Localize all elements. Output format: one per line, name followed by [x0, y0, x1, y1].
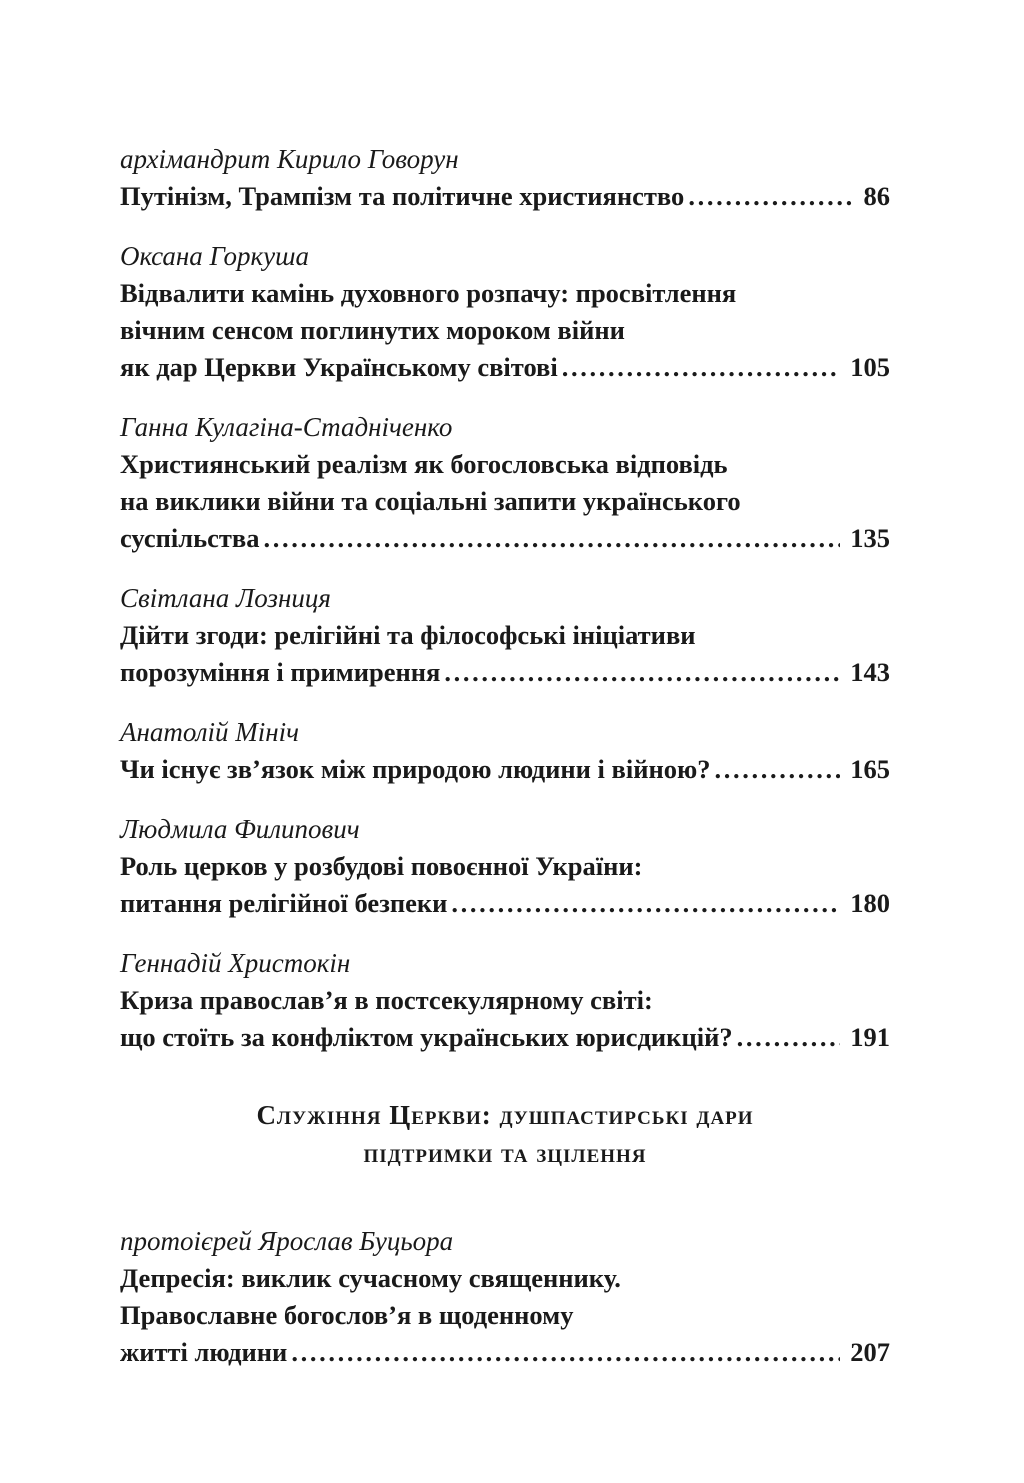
entry-title-last-line: [120, 1334, 890, 1371]
entry-title-text: Путінізм, Трампізм та політичне християнство: [120, 181, 685, 211]
entry-title-text: як дар Церкви Українському світові: [120, 352, 558, 382]
page-number: 207: [850, 1337, 890, 1367]
entry-title-line: Дійти згоди: релігійні та філософські ініціативи: [120, 620, 696, 650]
toc-entry: [120, 1222, 890, 1371]
section-heading-line-2: підтримки та зцілення: [363, 1138, 647, 1168]
page-number: 165: [850, 754, 890, 784]
entry-title-line: Християнський реалізм як богословська відповідь: [120, 449, 728, 479]
dot-leader: [291, 1334, 840, 1371]
toc-entry: [120, 140, 890, 215]
toc-entries-after-section: [120, 1222, 890, 1371]
entry-title-text: Чи існує зв’язок між природою людини і війною?: [120, 754, 711, 784]
entry-title-text: що стоїть за конфліктом українських юрисдикцій?: [120, 1022, 733, 1052]
entry-author: Світлана Лозниця: [120, 583, 331, 613]
dot-leader: [263, 520, 840, 557]
entry-title-text: суспільства: [120, 523, 260, 553]
dot-leader: [737, 1019, 841, 1056]
entry-title-last-line: [120, 178, 890, 215]
entry-title-last-line: [120, 520, 890, 557]
page-number: 105: [850, 352, 890, 382]
table-of-contents: [120, 140, 890, 1393]
entry-author: Геннадій Христокін: [120, 948, 351, 978]
entry-title-last-line: [120, 751, 890, 788]
toc-entry: [120, 944, 890, 1056]
entry-author: Оксана Горкуша: [120, 241, 309, 271]
dot-leader: [562, 349, 841, 386]
entry-title-line: вічним сенсом поглинутих мороком війни: [120, 315, 625, 345]
entry-title-last-line: [120, 349, 890, 386]
entry-title-last-line: [120, 1019, 890, 1056]
entry-author: Людмила Филипович: [120, 814, 360, 844]
entry-title-line: на виклики війни та соціальні запити українського: [120, 486, 741, 516]
toc-entries: [120, 140, 890, 1056]
dot-leader: [451, 885, 840, 922]
page-number: 143: [850, 657, 890, 687]
entry-title-line: Депресія: виклик сучасному священнику.: [120, 1263, 621, 1293]
entry-title-text: житті людини: [120, 1337, 288, 1367]
section-heading: [120, 1096, 890, 1172]
entry-title-line: Криза православ’я в постсекулярному світі:: [120, 985, 653, 1015]
page-number: 135: [850, 523, 890, 553]
page-number: 180: [850, 888, 890, 918]
entry-author: архімандрит Кирило Говорун: [120, 144, 459, 174]
entry-author: Ганна Кулагіна-Стадніченко: [120, 412, 453, 442]
toc-entry: [120, 237, 890, 386]
page-number: 191: [850, 1022, 890, 1052]
toc-entry: [120, 408, 890, 557]
entry-title-text: порозуміння і примирення: [120, 657, 441, 687]
page-number: 86: [863, 181, 890, 211]
entry-title-line: Православне богослов’я в щоденному: [120, 1300, 574, 1330]
entry-title-text: питання релігійної безпеки: [120, 888, 448, 918]
section-heading-line-1: Служіння Церкви: душпастирські дари: [256, 1100, 754, 1130]
entry-author: протоієрей Ярослав Буцьора: [120, 1226, 454, 1256]
entry-title-line: Роль церков у розбудові повоєнної України:: [120, 851, 643, 881]
toc-entry: [120, 810, 890, 922]
entry-title-last-line: [120, 885, 890, 922]
dot-leader: [688, 178, 853, 215]
entry-title-last-line: [120, 654, 890, 691]
toc-entry: [120, 713, 890, 788]
dot-leader: [444, 654, 840, 691]
dot-leader: [715, 751, 841, 788]
toc-entry: [120, 579, 890, 691]
entry-title-line: Відвалити камінь духовного розпачу: просвітлення: [120, 278, 737, 308]
entry-author: Анатолій Мініч: [120, 717, 300, 747]
